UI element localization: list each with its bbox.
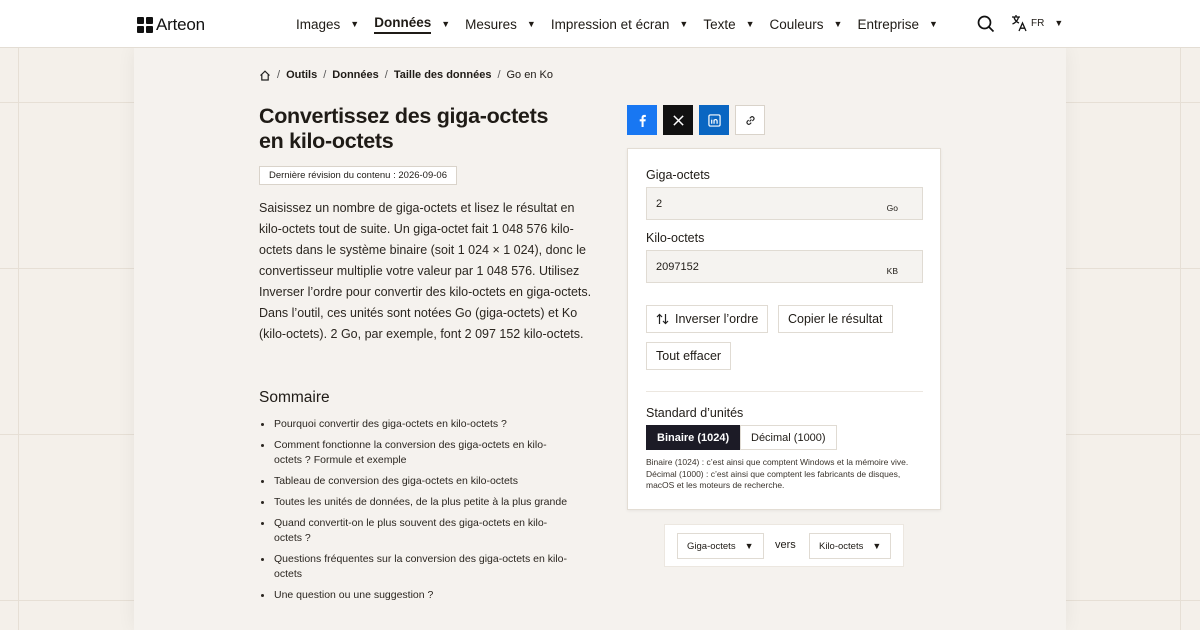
nav-item-couleurs[interactable] [770, 0, 843, 48]
link-icon [744, 114, 757, 127]
breadcrumb-current: Go en Ko [506, 69, 553, 81]
summary-heading: Sommaire [259, 389, 330, 406]
nav-label: Images [296, 16, 341, 32]
summary-link[interactable]: Pourquoi convertir des giga-octets en kilo-octets ? [274, 417, 574, 432]
intro-paragraph: Saisissez un nombre de giga-octets et lisez le résultat en kilo-octets tout de suite. Un giga-octet fait 1 048 576 kilo-octets dans le système binaire (soit 1 024 × 1 024), donc le convertisseur multiplie votre valeur par 1 048 576. Utilisez Inverser l’ordre pour convertir des kilo-octets en giga-octets. Dans l’outil, ces unités sont notées Go (giga-octets) et Ko (kilo-octets). 2 Go, par exemple, font 2 097 152 kilo-octets. [259, 201, 592, 341]
summary-list [274, 417, 574, 609]
from-unit: Go [886, 203, 898, 213]
nav-label: Mesures [465, 16, 517, 32]
summary-link[interactable]: Quand convertit-on le plus souvent des giga-octets en kilo-octets ? [274, 516, 574, 546]
chevron-down-icon: ▼ [833, 19, 843, 29]
breadcrumb-separator: / [277, 69, 281, 81]
nav-item-donnees[interactable] [374, 0, 450, 48]
share-linkedin-button[interactable] [699, 105, 729, 135]
brand-name: Arteon [156, 15, 205, 34]
clear-label: Tout effacer [656, 349, 722, 363]
chevron-down-icon: ▼ [679, 19, 689, 29]
summary-link[interactable]: Toutes les unités de données, de la plus petite à la plus grande [274, 495, 574, 510]
swap-arrows-icon [656, 313, 669, 325]
copy-label: Copier le résultat [788, 312, 883, 326]
breadcrumb-separator: / [384, 69, 388, 81]
to-unit: KB [886, 266, 898, 276]
converter-card [627, 148, 941, 510]
clear-button[interactable] [646, 342, 731, 370]
connector-text: vers [775, 539, 796, 551]
page-title: Convertissez des giga-octets en kilo-octets [259, 104, 549, 153]
x-icon [672, 114, 685, 127]
to-input[interactable] [656, 261, 856, 273]
main-nav [296, 0, 953, 48]
standard-label: Standard d’unités [646, 406, 744, 420]
decimal-standard-toggle[interactable]: Décimal (1000) [740, 425, 837, 450]
search-icon[interactable] [977, 15, 995, 33]
breadcrumb-separator: / [323, 69, 327, 81]
top-navbar [0, 0, 1200, 48]
to-unit-select[interactable] [809, 533, 891, 559]
chevron-down-icon: ▼ [872, 541, 882, 551]
nav-label: Entreprise [857, 16, 919, 32]
copy-result-button[interactable] [778, 305, 893, 333]
share-facebook-button[interactable] [627, 105, 657, 135]
chevron-down-icon: ▼ [350, 19, 360, 29]
logo-icon [137, 17, 153, 33]
summary-link[interactable]: Une question ou une suggestion ? [274, 588, 574, 603]
breadcrumb-item[interactable]: Données [332, 69, 379, 81]
chevron-down-icon: ▼ [441, 19, 451, 29]
share-x-button[interactable] [663, 105, 693, 135]
chevron-down-icon: ▼ [745, 19, 755, 29]
from-unit-select-value: Giga-octets [687, 540, 736, 552]
standard-note: Binaire (1024) : c’est ainsi que comptent Windows et la mémoire vive. Décimal (1000) : c’est ainsi que comptent les fabricants de disques, macOS et les moteurs de recherche. [646, 457, 909, 490]
breadcrumb-item[interactable]: Taille des données [393, 69, 492, 81]
nav-label: Impression et écran [550, 16, 670, 32]
nav-item-texte[interactable] [703, 0, 754, 48]
language-code: FR [1031, 17, 1045, 29]
swap-label: Inverser l’ordre [675, 312, 759, 326]
breadcrumb-item[interactable]: Outils [286, 69, 318, 81]
brand-logo[interactable] [137, 15, 205, 35]
unit-selector-bar [664, 524, 904, 567]
summary-link[interactable]: Questions fréquentes sur la conversion des giga-octets en kilo-octets [274, 552, 574, 582]
divider [646, 391, 923, 392]
summary-link[interactable]: Tableau de conversion des giga-octets en kilo-octets [274, 474, 574, 489]
facebook-icon [636, 114, 649, 127]
nav-item-entreprise[interactable] [857, 0, 937, 48]
nav-item-impression[interactable] [551, 0, 688, 48]
home-icon[interactable] [259, 70, 271, 81]
summary-link[interactable]: Comment fonctionne la conversion des giga-octets en kilo-octets ? Formule et exemple [274, 438, 574, 468]
nav-label: Texte [703, 16, 736, 32]
breadcrumb [259, 69, 553, 81]
to-field[interactable] [646, 250, 923, 283]
binary-standard-toggle[interactable]: Binaire (1024) [646, 425, 740, 450]
breadcrumb-separator: / [497, 69, 501, 81]
chevron-down-icon: ▼ [929, 19, 938, 29]
copy-link-button[interactable] [735, 105, 765, 135]
from-input[interactable] [656, 198, 856, 210]
language-selector[interactable] [1011, 14, 1063, 32]
nav-label: Couleurs [769, 16, 824, 32]
to-field-label: Kilo-octets [646, 231, 705, 245]
to-unit-select-value: Kilo-octets [819, 540, 864, 552]
revision-badge: Dernière révision du contenu : 2026-09-06 [259, 166, 457, 185]
from-field-label: Giga-octets [646, 168, 710, 182]
swap-button[interactable] [646, 305, 768, 333]
nav-label: Données [374, 15, 431, 34]
translate-icon [1011, 14, 1027, 32]
from-unit-select[interactable] [677, 533, 764, 559]
chevron-down-icon: ▼ [1054, 18, 1064, 28]
chevron-down-icon: ▼ [526, 19, 536, 29]
nav-item-images[interactable] [296, 0, 359, 48]
nav-item-mesures[interactable] [465, 0, 536, 48]
linkedin-icon [708, 114, 721, 127]
from-field[interactable] [646, 187, 923, 220]
chevron-down-icon: ▼ [744, 541, 754, 551]
